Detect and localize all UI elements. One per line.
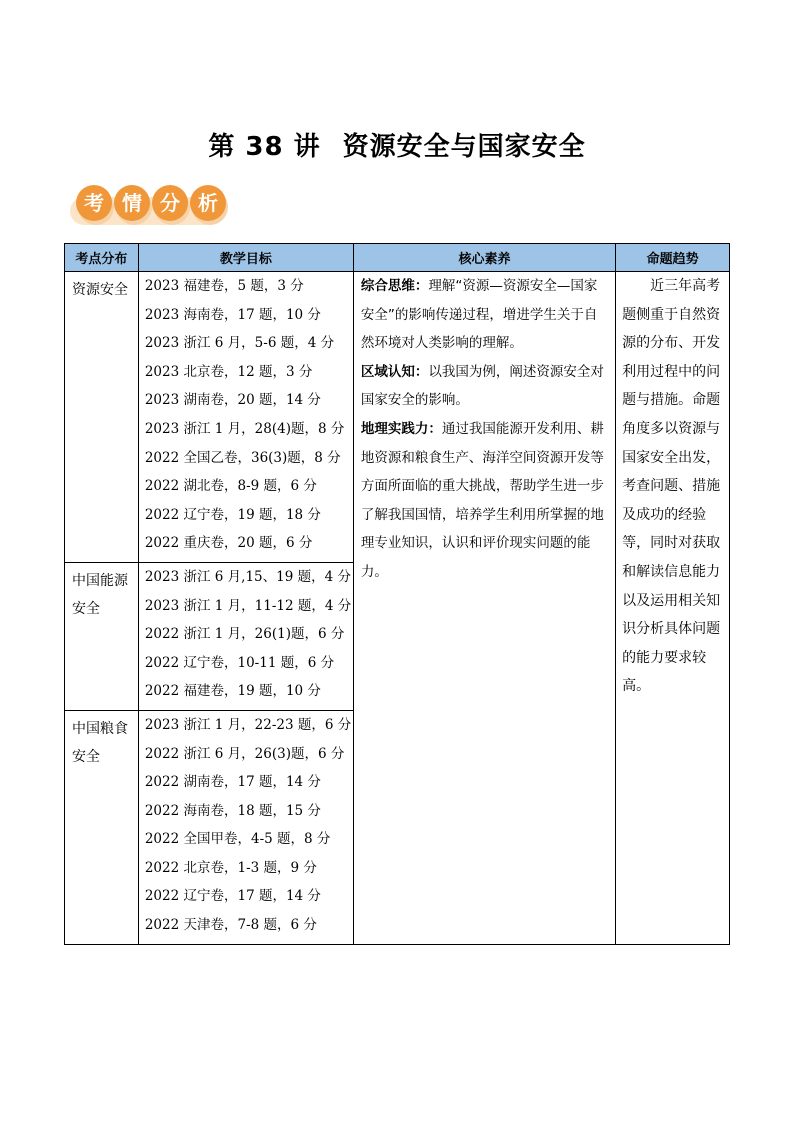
goal-item: 2023 浙江 6 月,15、19 题，4 分 [144, 568, 351, 585]
goal-item: 2022 浙江 1 月，26(1)题，6 分 [144, 626, 345, 643]
goals-cell [138, 710, 353, 944]
goal-item: 2022 北京卷，1-3 题，9 分 [144, 859, 317, 876]
badge-char: 分 [152, 185, 188, 221]
literacy-text: 理解“资源—资源安全—国家安全”的影响传递过程，增进学生关于自然环境对人类影响的理解。 [360, 278, 598, 352]
goal-item: 2023 海南卷，17 题，10 分 [144, 306, 321, 323]
table-header-row [65, 244, 730, 272]
badge-char: 析 [190, 185, 226, 221]
title-text: 资源安全与国家安全 [342, 132, 586, 162]
literacy-text: 以我国为例，阐述资源安全对国家安全的影响。 [360, 363, 604, 409]
literacy-item [361, 415, 609, 587]
header-goals: 教学目标 [138, 244, 353, 272]
table-row [65, 272, 730, 563]
header-literacy: 核心素养 [353, 244, 615, 272]
goal-item: 2022 湖南卷，17 题，14 分 [144, 774, 321, 791]
badge-char: 考 [76, 185, 112, 221]
goal-item: 2023 浙江 6 月，5-6 题，4 分 [144, 335, 335, 352]
page-title [0, 126, 794, 163]
goal-item: 2022 重庆卷，20 题，6 分 [144, 535, 313, 552]
goal-item: 2023 浙江 1 月，11-12 题，4 分 [144, 597, 352, 614]
goal-item: 2022 浙江 6 月，26(3)题，6 分 [144, 745, 345, 762]
goals-cell [138, 562, 353, 710]
section-badge [76, 185, 236, 229]
header-trend: 命题趋势 [616, 244, 730, 272]
literacy-item [361, 272, 609, 358]
literacy-item [361, 358, 609, 415]
topic-cell: 中国粮食安全 [65, 710, 139, 944]
goal-item: 2022 辽宁卷，17 题，14 分 [144, 888, 321, 905]
title-number: 第 38 讲 [208, 132, 321, 162]
literacy-lead: 综合思维： [360, 278, 429, 294]
goal-item: 2023 浙江 1 月，28(4)题，8 分 [144, 420, 345, 437]
goal-item: 2023 北京卷，12 题，3 分 [144, 363, 313, 380]
topic-cell: 资源安全 [65, 272, 139, 563]
literacy-text: 通过我国能源开发利用、耕地资源和粮食生产、海洋空间资源开发等方面所面临的重大挑战，帮助学生进一步了解我国国情，培养学生利用所掌握的地理专业知识，认识和评价现实问题的能力。 [360, 420, 604, 580]
goal-item: 2023 福建卷，5 题，3 分 [144, 278, 304, 294]
goal-item: 2022 福建卷，19 题，10 分 [144, 683, 321, 700]
goal-item: 2022 全国乙卷，36(3)题，8 分 [144, 449, 341, 466]
goal-item: 2022 海南卷，18 题，15 分 [144, 802, 321, 819]
goal-item: 2022 全国甲卷，4-5 题，8 分 [144, 831, 331, 848]
goal-item: 2022 湖北卷，8-9 题，6 分 [144, 478, 317, 495]
exam-analysis-table [64, 243, 730, 945]
trend-cell: 近三年高考题侧重于自然资源的分布、开发利用过程中的问题与措施。命题角度多以资源与国家安全出发，考查问题、措施及成功的经验等，同时对获取和解读信息能力以及运用相关知识分析具体问题的能力要求较高。 [616, 272, 730, 945]
literacy-cell [353, 272, 615, 945]
goal-item: 2022 辽宁卷，19 题，18 分 [144, 506, 321, 523]
goal-item: 2023 湖南卷，20 题，14 分 [144, 392, 321, 409]
goal-item: 2023 浙江 1 月，22-23 题，6 分 [144, 716, 352, 733]
badge-char: 情 [114, 185, 150, 221]
topic-cell: 中国能源安全 [65, 562, 139, 710]
goal-item: 2022 天津卷，7-8 题，6 分 [144, 917, 317, 934]
goal-item: 2022 辽宁卷，10-11 题，6 分 [144, 654, 335, 671]
literacy-lead: 地理实践力： [360, 420, 442, 437]
header-topic: 考点分布 [65, 244, 139, 272]
goals-cell [138, 272, 353, 563]
literacy-lead: 区域认知： [360, 363, 429, 380]
